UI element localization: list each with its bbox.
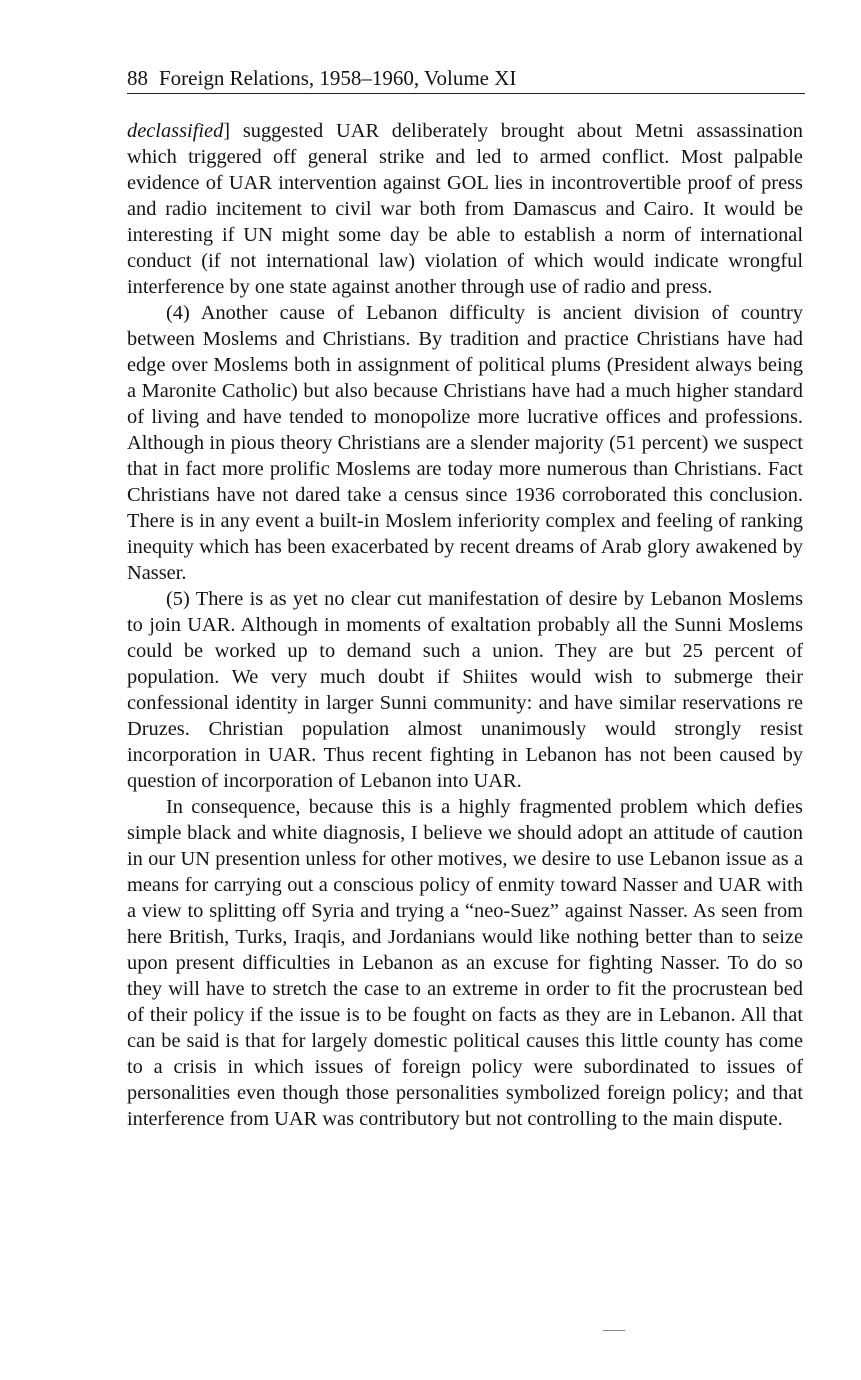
running-header [127, 63, 805, 94]
paragraph-continuation [127, 118, 803, 300]
page-mark [603, 1330, 625, 1331]
page-number: 88 [127, 66, 148, 90]
paragraph-lead-italic: declassified [127, 120, 224, 142]
paragraph-text: ] suggested UAR deliberately brought about Metni assassination which triggered off general strike and led to armed conflict. Most palpable evidence of UAR intervention against GOL lies in incontrovertible proof of press and radio incitement to civil war both from Damascus and Cairo. It would be interesting if UN might some day be able to establish a norm of international conduct (if not international law) violation of which would indicate wrongful interference by one state against another through use of radio and press. [127, 120, 803, 298]
running-title: Foreign Relations, 1958–1960, Volume XI [159, 66, 517, 90]
paragraph-conclusion: In consequence, because this is a highly fragmented problem which defies simple black and white diagnosis, I believe we should adopt an attitude of caution in our UN presention unless for other motives, we desire to use Lebanon issue as a means for carrying out a conscious policy of enmity toward Nasser and UAR with a view to splitting off Syria and trying a “neo-Suez” against Nasser. As seen from here British, Turks, Iraqis, and Jordanians would like nothing better than to seize upon present difficulties in Lebanon as an excuse for fighting Nasser. To do so they will have to stretch the case to an extreme in order to fit the procrustean bed of their policy if the issue is to be fought on facts as they are in Lebanon. All that can be said is that for largely domestic political causes this little county has come to a crisis in which issues of foreign policy were subordinated to issues of personalities even though those personalities symbolized foreign policy; and that interference from UAR was contributory but not controlling to the main dispute. [127, 796, 803, 1130]
paragraph-4: (4) Another cause of Lebanon difficulty is ancient division of country between Moslems and Christians. By tradition and practice Christians have had edge over Moslems both in assignment of political plums (President always being a Maronite Catholic) but also because Christians have had a much higher standard of living and have tended to monopolize more lucrative offices and professions. Although in pious theory Christians are a slender majority (51 percent) we suspect that in fact more prolific Moslems are today more numerous than Christians. Fact Christians have not dared take a census since 1936 corroborated this conclusion. There is in any event a built-in Moslem inferiority complex and feeling of ranking inequity which has been exacerbated by recent dreams of Arab glory awakened by Nasser. [127, 302, 803, 584]
document-body [127, 118, 803, 1132]
paragraph-5: (5) There is as yet no clear cut manifestation of desire by Lebanon Moslems to join UAR. Although in moments of exaltation probably all the Sunni Moslems could be worked up to demand such a union. They are but 25 percent of population. We very much doubt if Shiites would wish to submerge their confessional identity in larger Sunni community: and have similar reservations re Druzes. Christian population almost unanimously would strongly resist incorporation in UAR. Thus recent fighting in Lebanon has not been caused by question of incorporation of Lebanon into UAR. [127, 588, 803, 792]
